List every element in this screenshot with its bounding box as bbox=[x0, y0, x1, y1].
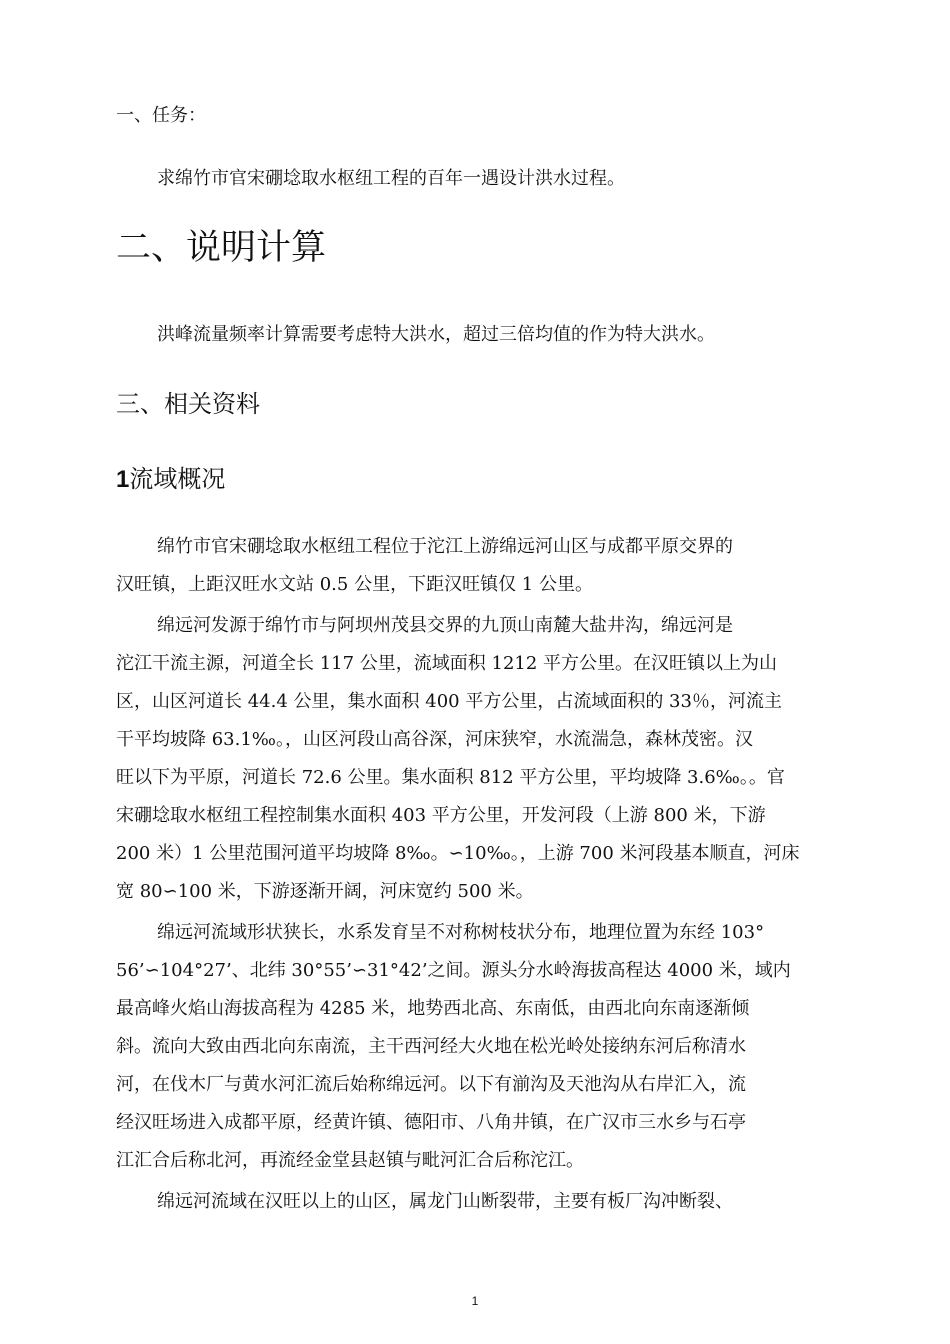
paragraph-2-line: 干平均坡降 63.1‰。，山区河段山高谷深，河床狭窄，水流湍急，森林茂密。汉 bbox=[116, 729, 753, 750]
subsection1-title: 流域概况 bbox=[129, 465, 226, 493]
section1-text: 求绵竹市官宋硼埝取水枢纽工程的百年一遇设计洪水过程。 bbox=[157, 168, 625, 189]
paragraph-2-line: 绵远河发源于绵竹市与阿坝州茂县交界的九顶山南麓大盐井沟，绵远河是 bbox=[157, 615, 733, 636]
paragraph-4-line: 绵远河流域在汉旺以上的山区，属龙门山断裂带，主要有板厂沟冲断裂、 bbox=[157, 1191, 733, 1212]
paragraph-3-line: 河，在伐木厂与黄水河汇流后始称绵远河。以下有湔沟及天池沟从右岸汇入，流 bbox=[116, 1074, 746, 1095]
paragraph-3-line: 经汉旺场进入成都平原，经黄许镇、德阳市、八角井镇，在广汉市三水乡与石亭 bbox=[116, 1112, 746, 1133]
section2-text: 洪峰流量频率计算需要考虑特大洪水，超过三倍均值的作为特大洪水。 bbox=[157, 324, 715, 345]
paragraph-2-line: 宋硼埝取水枢纽工程控制集水面积 403 平方公里，开发河段（上游 800 米，下游 bbox=[116, 805, 766, 826]
paragraph-3-line: 最高峰火焰山海拔高程为 4285 米，地势西北高、东南低，由西北向东南逐渐倾 bbox=[116, 998, 750, 1019]
paragraph-2-line: 旺以下为平原，河道长 72.6 公里。集水面积 812 平方公里，平均坡降 3.6‰。。官 bbox=[116, 767, 785, 788]
page-number: 1 bbox=[471, 1294, 479, 1308]
paragraph-3-line: 斜。流向大致由西北向东南流，主干西河经大火地在松光岭处接纳东河后称清水 bbox=[116, 1036, 746, 1057]
section3-heading: 三、相关资料 bbox=[116, 390, 260, 418]
paragraph-3-line: 56’∽104°27’、北纬 30°55’∽31°42’之间。源头分水岭海拔高程达 4000 米，域内 bbox=[116, 960, 791, 981]
section2-heading: 二、说明计算 bbox=[116, 228, 327, 268]
section1-heading: 一、任务： bbox=[116, 105, 206, 126]
paragraph-3-line: 绵远河流域形状狭长，水系发育呈不对称树枝状分布，地理位置为东经 103° bbox=[157, 922, 765, 943]
paragraph-2-line: 200 米）1 公里范围河道平均坡降 8‰。∽10‰。，上游 700 米河段基本顺直，河床 bbox=[116, 843, 800, 864]
paragraph-1-line: 绵竹市官宋硼埝取水枢纽工程位于沱江上游绵远河山区与成都平原交界的 bbox=[157, 536, 733, 557]
paragraph-2-line: 区，山区河道长 44.4 公里，集水面积 400 平方公里，占流域面积的 33％，河流主 bbox=[116, 691, 782, 712]
paragraph-2-line: 沱江干流主源，河道全长 117 公里，流域面积 1212 平方公里。在汉旺镇以上为山 bbox=[116, 653, 778, 674]
paragraph-2-line: 宽 80∽100 米，下游逐渐开阔，河床宽约 500 米。 bbox=[116, 881, 534, 902]
paragraph-3-line: 江汇合后称北河，再流经金堂县赵镇与毗河汇合后称沱江。 bbox=[116, 1150, 584, 1171]
subsection1-number: 1 bbox=[116, 466, 130, 493]
paragraph-1-line: 汉旺镇，上距汉旺水文站 0.5 公里，下距汉旺镇仅 1 公里。 bbox=[116, 574, 593, 595]
subsection1-heading bbox=[116, 464, 225, 495]
